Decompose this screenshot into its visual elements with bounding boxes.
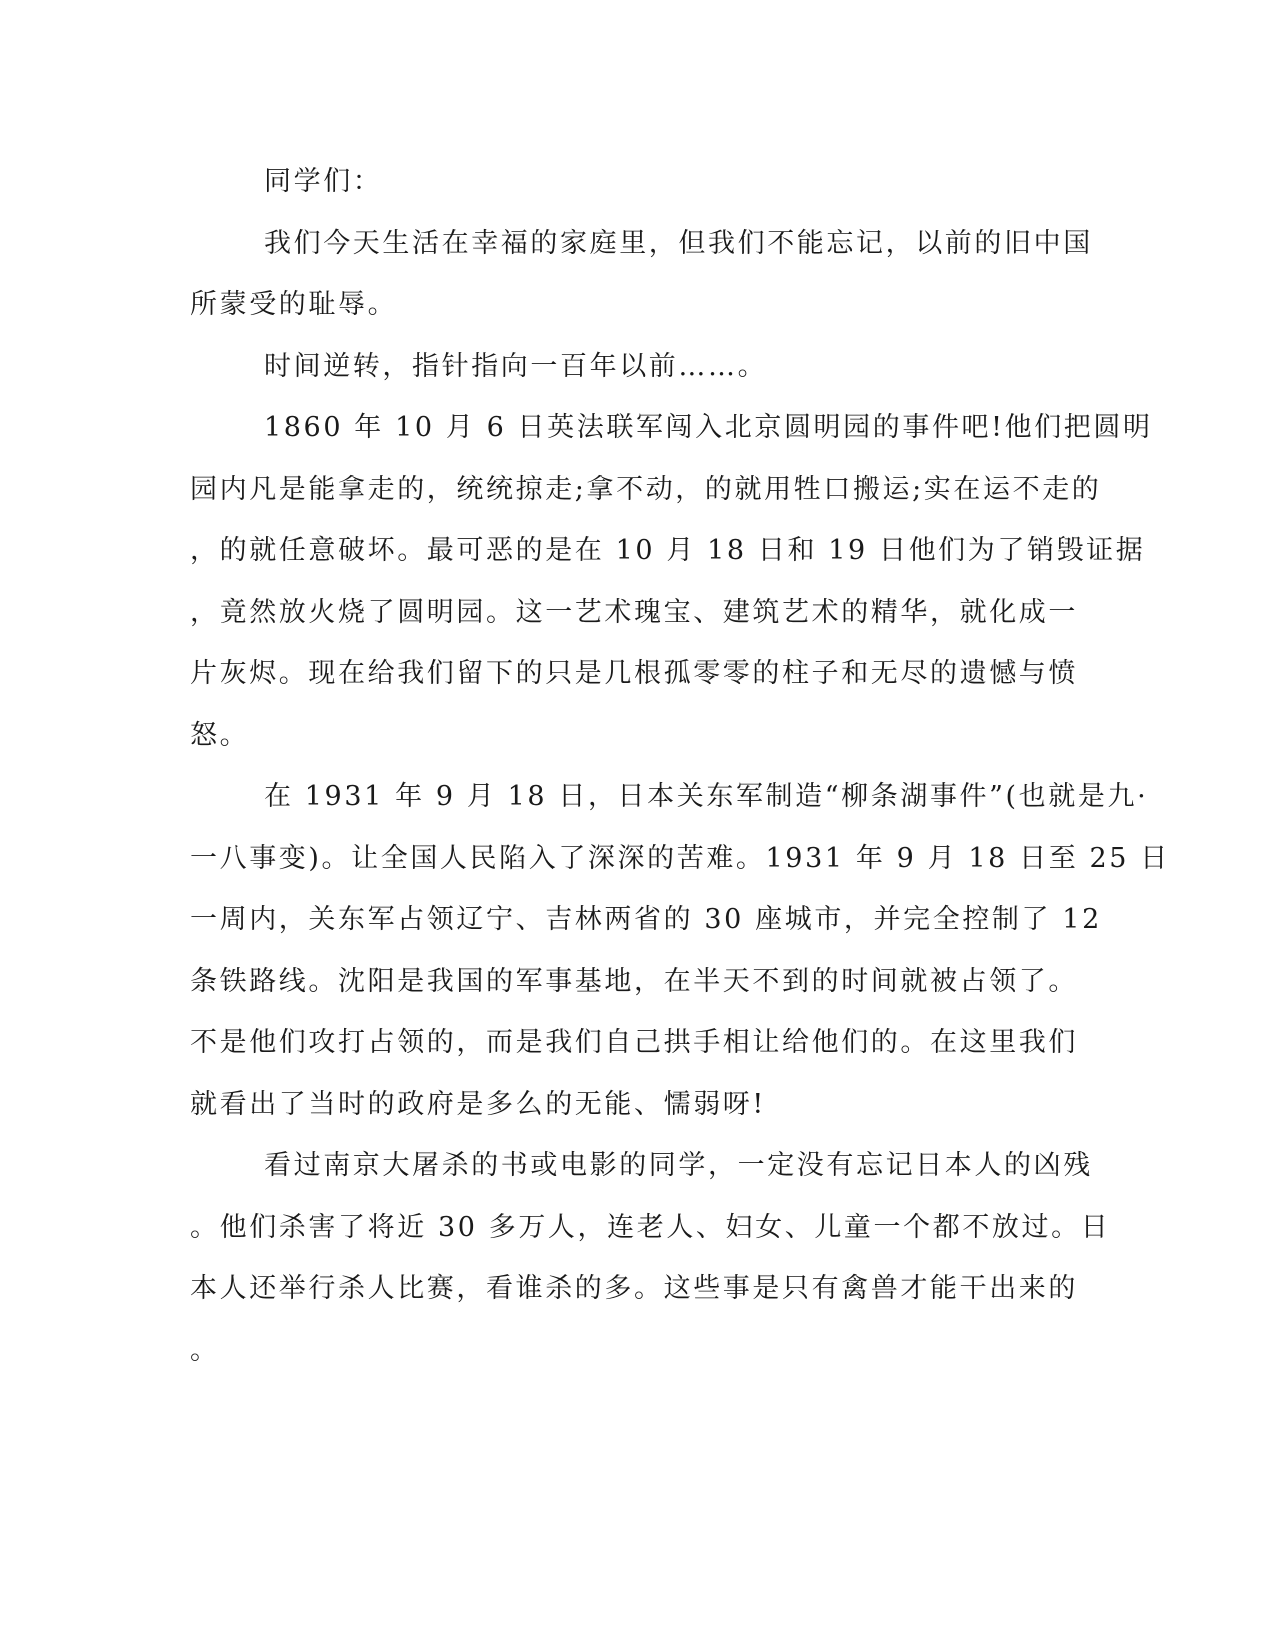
text-line: 1860 年 10 月 6 日英法联军闯入北京圆明园的事件吧!他们把圆明 — [264, 412, 1153, 443]
text-line: 不是他们攻打占领的，而是我们自己拱手相让给他们的。在这里我们 — [190, 1027, 1078, 1058]
text-line: 。 — [190, 1334, 220, 1366]
text-line: 时间逆转，指针指向一百年以前……。 — [264, 350, 768, 382]
text-line: 本人还举行杀人比赛，看谁杀的多。这些事是只有禽兽才能干出来的 — [190, 1273, 1078, 1304]
text-line: 园内凡是能拿走的，统统掠走;拿不动，的就用牲口搬运;实在运不走的 — [190, 473, 1102, 505]
text-line: 。他们杀害了将近 30 多万人，连老人、妇女、儿童一个都不放过。日 — [190, 1211, 1111, 1243]
text-line: 看过南京大屠杀的书或电影的同学，一定没有忘记日本人的凶残 — [264, 1150, 1093, 1181]
text-line: 同学们： — [264, 166, 383, 197]
text-line: 所蒙受的耻辱。 — [190, 289, 398, 320]
text-line: ，的就任意破坏。最可恶的是在 10 月 18 日和 19 日他们为了销毁证据 — [190, 535, 1146, 566]
text-line: 怒。 — [190, 719, 250, 751]
text-line: 就看出了当时的政府是多么的无能、懦弱呀! — [190, 1088, 766, 1120]
text-line: 在 1931 年 9 月 18 日，日本关东军制造“柳条湖事件”(也就是九· — [264, 781, 1149, 812]
text-line: ，竟然放火烧了圆明园。这一艺术瑰宝、建筑艺术的精华，就化成一 — [190, 596, 1078, 628]
text-line: 条铁路线。沈阳是我国的军事基地，在半天不到的时间就被占领了。 — [190, 965, 1078, 997]
body-text — [190, 164, 1170, 1394]
text-line: 一周内，关东军占领辽宁、吉林两省的 30 座城市，并完全控制了 12 — [190, 904, 1102, 935]
text-line: 我们今天生活在幸福的家庭里，但我们不能忘记，以前的旧中国 — [264, 227, 1093, 259]
text-line: 片灰烬。现在给我们留下的只是几根孤零零的柱子和无尽的遗憾与愤 — [190, 658, 1078, 689]
text-line: 一八事变)。让全国人民陷入了深深的苦难。1931 年 9 月 18 日至 25 日 — [190, 842, 1170, 874]
